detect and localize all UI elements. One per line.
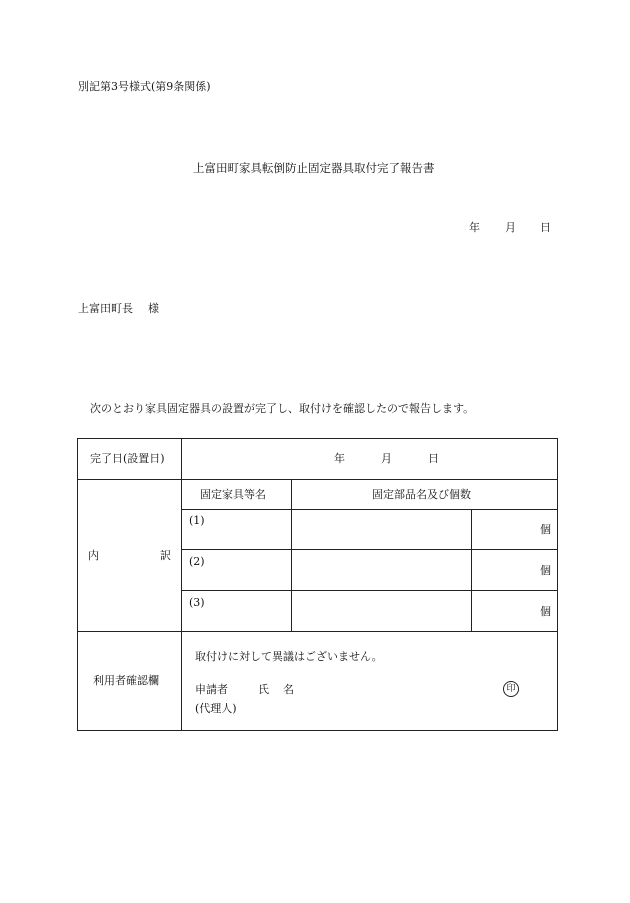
- completion-month-label: 月: [381, 452, 392, 465]
- row-unit-label: 個: [540, 564, 551, 577]
- table-label-divider: [181, 438, 182, 731]
- seal-character: 印: [506, 684, 516, 694]
- form-label: 別記第3号様式(第9条関係): [78, 80, 211, 93]
- seal-mark: [503, 681, 519, 697]
- breakdown-label-start: 内: [88, 549, 99, 562]
- table-col-furniture-divider: [291, 479, 292, 631]
- confirmation-statement: 取付けに対して異議はございません。: [195, 650, 383, 663]
- table-rule-row1: [181, 549, 558, 550]
- table-rule-completion: [77, 479, 558, 480]
- row-unit-label: 個: [540, 523, 551, 536]
- agent-label: (代理人): [195, 702, 237, 715]
- intro-text: 次のとおり家具固定器具の設置が完了し、取付けを確認したので報告します。: [90, 402, 475, 415]
- date-month-label: 月: [505, 221, 516, 234]
- table-col-parts-divider: [471, 509, 472, 631]
- name-label-start: 氏: [258, 683, 269, 696]
- name-label-end: 名: [283, 683, 294, 696]
- row-number: (2): [189, 555, 205, 568]
- completion-date-label: 完了日(設置日): [90, 452, 165, 465]
- user-confirmation-label: 利用者確認欄: [93, 674, 159, 687]
- table-border-right: [557, 438, 558, 731]
- breakdown-label-end: 訳: [160, 549, 171, 562]
- table-border-left: [77, 438, 78, 731]
- table-rule-breakdown: [77, 631, 558, 632]
- completion-year-label: 年: [334, 452, 345, 465]
- completion-day-label: 日: [428, 452, 439, 465]
- table-border-bottom: [77, 730, 558, 731]
- document-title: 上富田町家具転倒防止固定器具取付完了報告書: [193, 161, 435, 175]
- column-header-furniture: 固定家具等名: [200, 488, 266, 501]
- table-rule-row2: [181, 590, 558, 591]
- row-number: (1): [189, 514, 205, 527]
- addressee-honorific: 様: [148, 302, 159, 315]
- table-rule-header: [181, 509, 558, 510]
- row-number: (3): [189, 596, 205, 609]
- date-day-label: 日: [540, 221, 551, 234]
- table-border-top: [77, 438, 558, 439]
- column-header-parts: 固定部品名及び個数: [372, 488, 471, 501]
- applicant-label: 申請者: [195, 683, 228, 696]
- addressee-name: 上富田町長: [78, 302, 133, 315]
- date-year-label: 年: [469, 221, 480, 234]
- row-unit-label: 個: [540, 605, 551, 618]
